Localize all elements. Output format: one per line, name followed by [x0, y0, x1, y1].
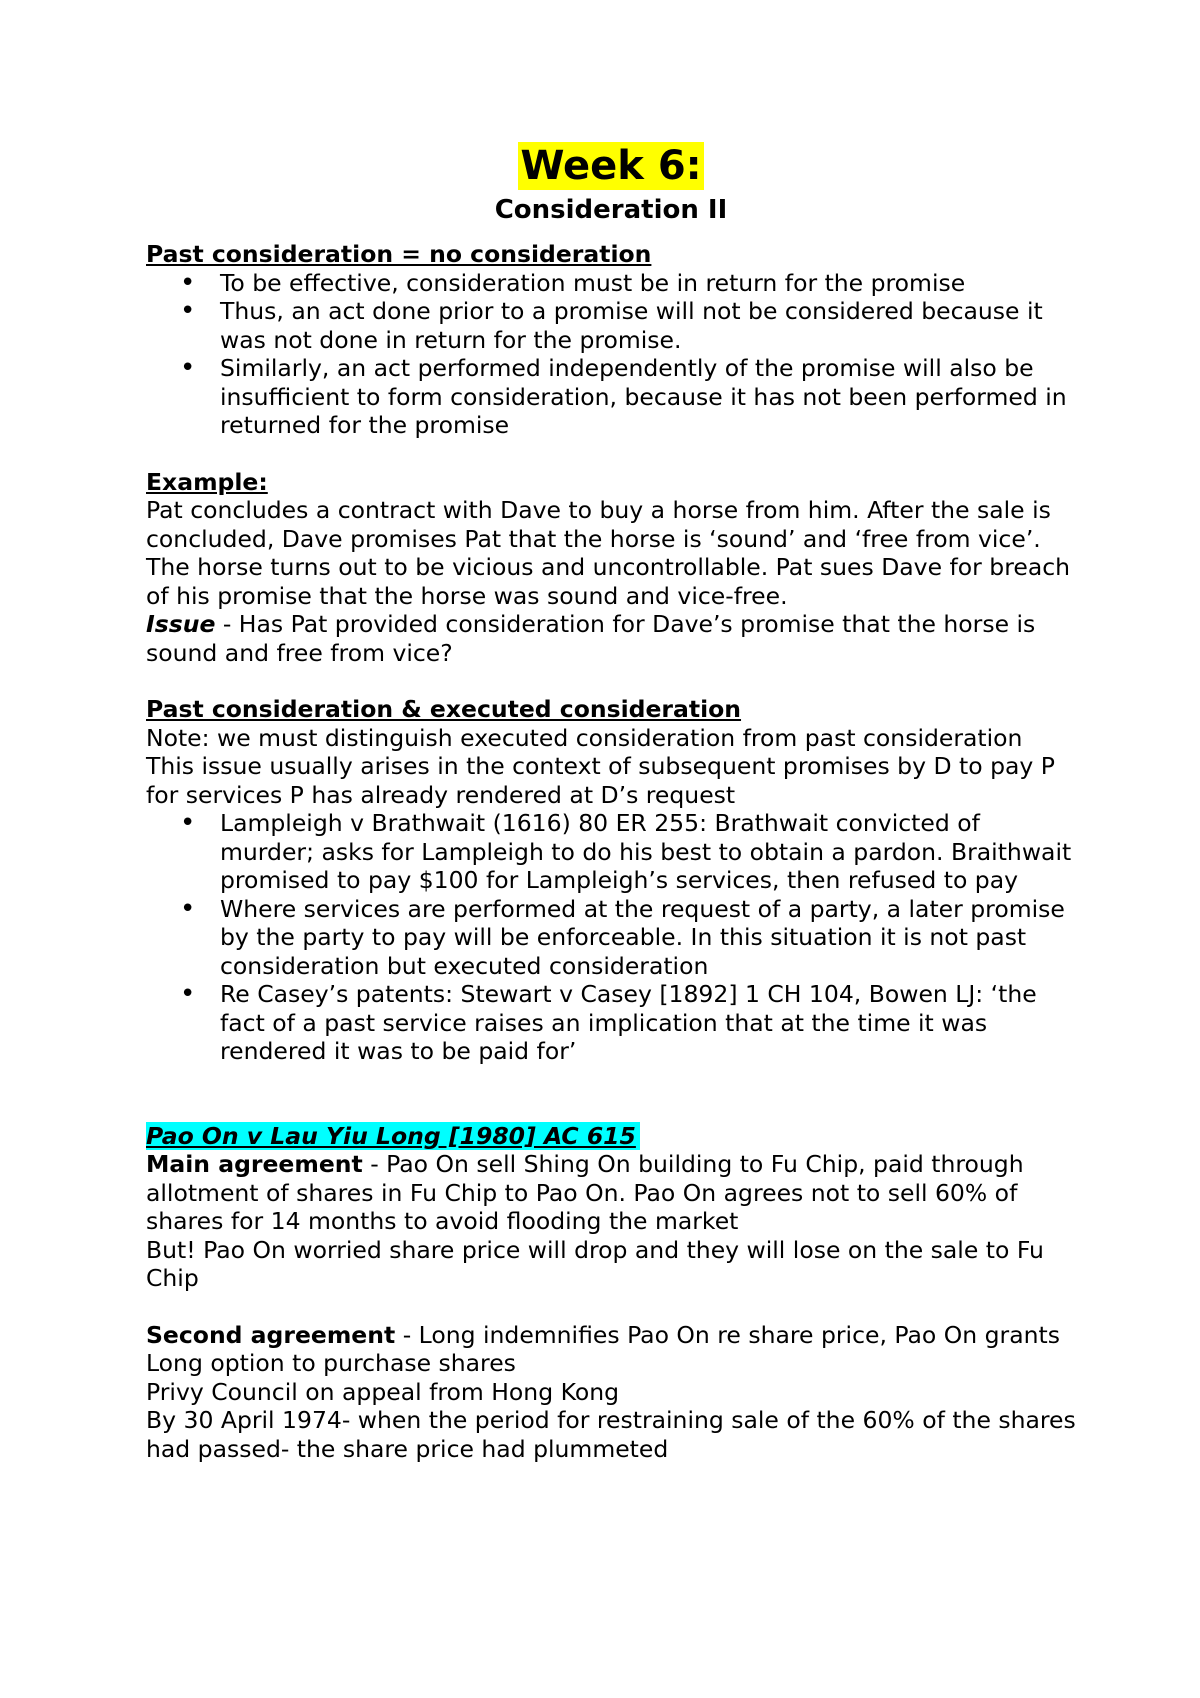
title-block — [146, 142, 1076, 190]
section-heading: Past consideration = no consideration — [146, 240, 652, 268]
second-agreement-paragraph — [146, 1321, 1076, 1378]
page-title: Week 6: — [520, 143, 702, 189]
main-agreement-text: - Pao On sell Shing On building to Fu Chip, paid through allotment of shares in Fu Chip to Pao On. Pao On agrees not to sell 60% of shares for 14 months to avoid flooding the market — [146, 1150, 1024, 1235]
issue-text: - Has Pat provided consideration for Dave’s promise that the horse is sound and free from vice? — [146, 610, 1036, 667]
main-agreement-label: Main agreement — [146, 1150, 363, 1178]
list-item: • Where services are performed at the request of a party, a later promise by the party to pay will be enforceable. In this situation it is not past consideration but executed consideration — [220, 895, 1076, 981]
second-agreement-label: Second agreement — [146, 1320, 396, 1349]
list-item: • Re Casey’s patents: Stewart v Casey [1892] 1 CH 104, Bowen LJ: ‘the fact of a past service raises an implication that at the time it was rendered it was to be paid for’ — [220, 980, 1076, 1066]
list-item: • Similarly, an act performed independently of the promise will also be insufficient to form consideration, because it has not been performed in returned for the promise — [220, 354, 1076, 440]
bullet-list — [146, 269, 1076, 440]
issue-paragraph — [146, 610, 1076, 667]
page-subtitle: Consideration II — [494, 195, 728, 225]
date-text: By 30 April 1974- when the period for restraining sale of the 60% of the shares had passed- the share price had plummeted — [146, 1406, 1076, 1463]
note-text: This issue usually arises in the context of subsequent promises by D to pay P for services P has already rendered at D’s request — [146, 752, 1055, 809]
document-body — [146, 142, 1076, 1463]
main-agreement-paragraph — [146, 1150, 1076, 1236]
section-case-pao-on — [146, 1122, 1076, 1464]
privy-council-text: Privy Council on appeal from Hong Kong — [146, 1377, 620, 1406]
section-executed-consideration — [146, 695, 1076, 1066]
section-example — [146, 468, 1076, 668]
section-past-consideration — [146, 240, 1076, 440]
list-item: • To be effective, consideration must be in return for the promise — [220, 269, 1076, 298]
list-item: • Lampleigh v Brathwait (1616) 80 ER 255: Brathwait convicted of murder; asks for Lampleigh to do his best to obtain a pardon. Braithwait promised to pay $100 for Lampleigh’s services, then refused to pay — [220, 809, 1076, 895]
note-text: Note: we must distinguish executed consideration from past consideration — [146, 723, 1023, 752]
second-agreement-text: - Long indemnifies Pao On re share price, Pao On grants Long option to purchase shares — [146, 1320, 1060, 1377]
example-text: Pat concludes a contract with Dave to buy a horse from him. After the sale is concluded, Dave promises Pat that the horse is ‘sound’ and ‘free from vice’. The horse turns out to be vicious and uncontrollable. Pat sues Dave for breach of his promise that the horse was sound and vice-free. — [146, 496, 1071, 610]
case-title: Pao On v Lau Yiu Long [1980] AC 615 — [146, 1122, 640, 1151]
section-heading: Past consideration & executed consideration — [146, 695, 742, 723]
bullet-list — [146, 809, 1076, 1066]
section-heading: Example: — [146, 467, 268, 496]
but-text: But! Pao On worried share price will drop and they will lose on the sale to Fu Chip — [146, 1235, 1044, 1292]
list-item: • Thus, an act done prior to a promise will not be considered because it was not done in return for the promise. — [220, 297, 1076, 354]
issue-label: Issue — [146, 610, 216, 638]
